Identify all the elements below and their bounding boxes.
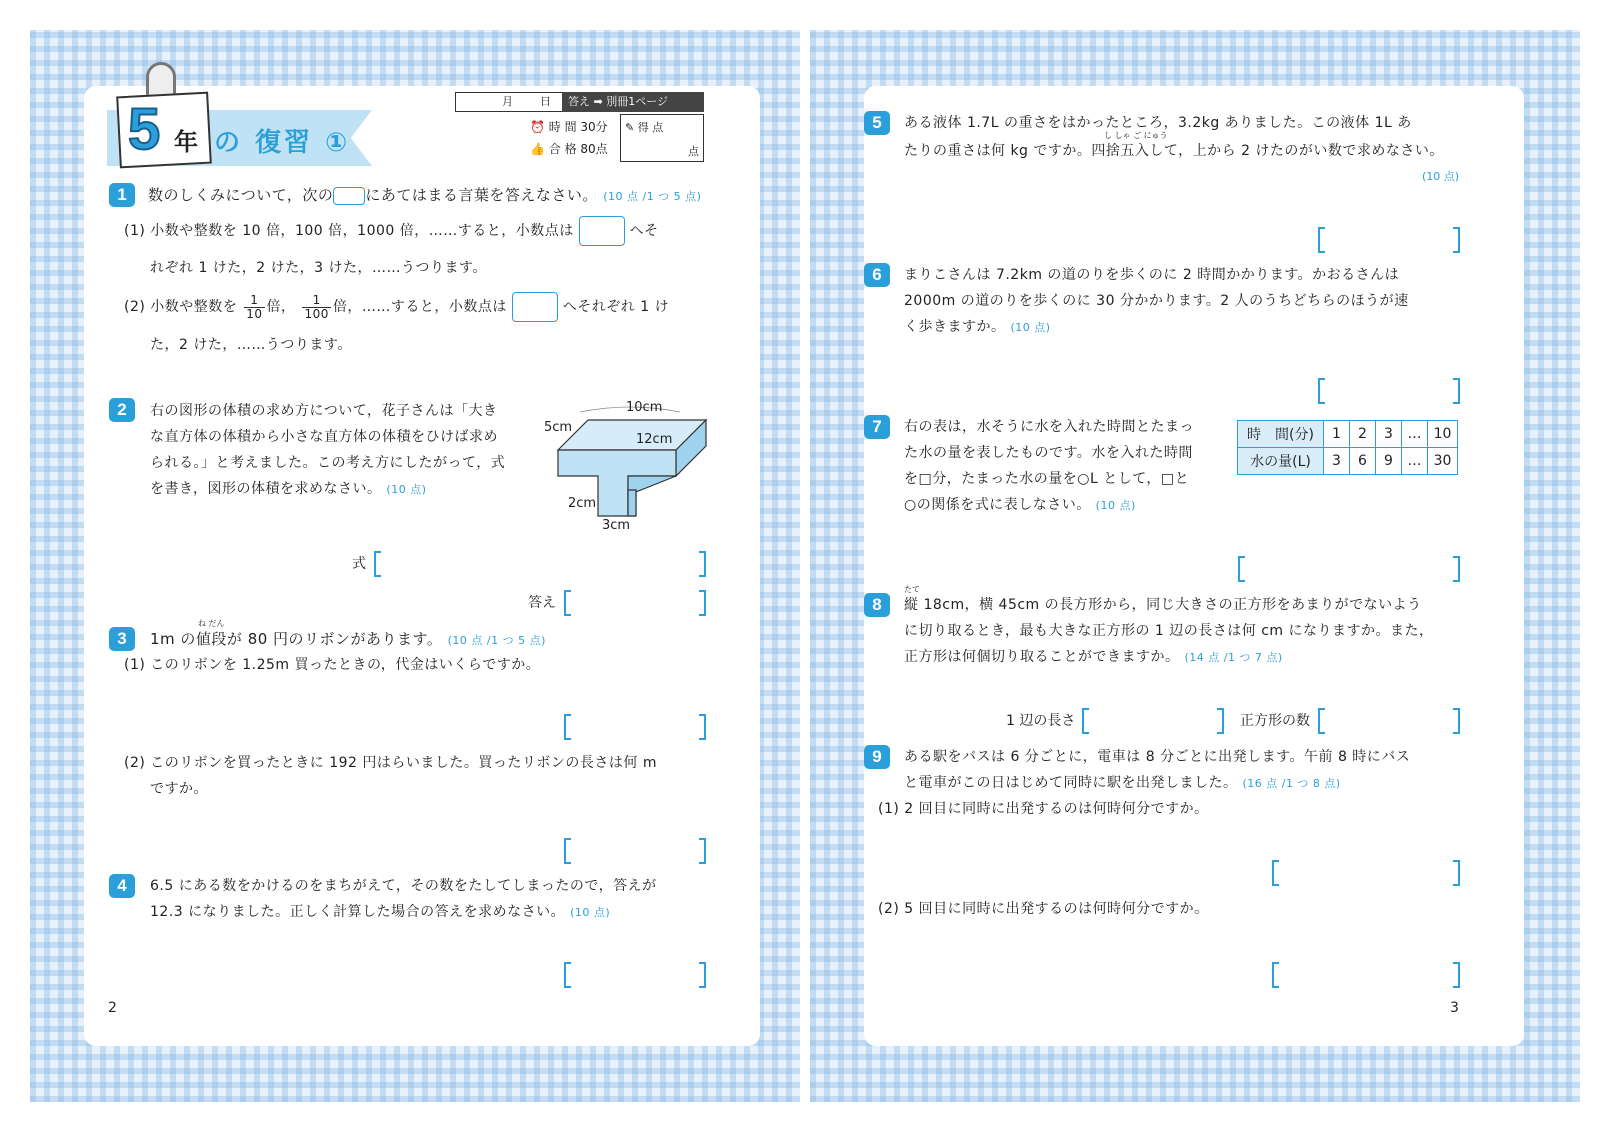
q4-line2: 12.3 になりました。正しく計算した場合の答えを求めなさい。 (10 点) [150,904,611,920]
q3-part2-answer[interactable] [564,838,706,864]
question-number-1: 1 [109,183,135,207]
question-number-8: 8 [864,593,890,617]
q1-points: (10 点 /1 つ 5 点) [603,190,702,203]
q6-line2: 2000m の道のりを歩くのに 30 分かかります。2 人のうちどちらのほうが速 [904,293,1409,309]
day-label: 日 [540,95,551,108]
q5-answer[interactable] [1318,227,1460,253]
q3-points: (10 点 /1 つ 5 点) [447,634,546,647]
table-row [1238,421,1458,448]
q8-ruby: たて [904,585,920,594]
q5-line1: ある液体 1.7L の重さをはかったところ，3.2kg ありました。この液体 1L あ [904,115,1412,131]
score-label: ✎ 得 点 [625,121,664,134]
fraction-1-100: $\frac{1}{100}$ [304,292,329,321]
grade-kanji: 年 [174,128,198,156]
q5-points: (10 点) [1422,170,1460,183]
question-number-3: 3 [109,627,135,651]
q9-line1: ある駅をバスは 6 分ごとに，電車は 8 分ごとに出発します。午前 8 時にバス [904,749,1411,765]
q1-part2-line1: (2) 小数や整数を $\frac{1}{10}$ 倍， $\frac{1}{100}$ 倍，……すると，小数点は へそれぞれ 1 け [124,292,670,321]
q2-shiki-label: 式 [352,556,366,572]
table-cell: 10 [1428,421,1458,448]
pass-label: 合 格 80点 [548,142,608,156]
table-cell: … [1402,448,1428,475]
date-box [455,92,563,112]
dim-12cm: 12cm [636,432,673,447]
q3-part2-line2: ですか。 [150,781,208,797]
q4-points: (10 点) [570,906,611,919]
q5-line2: たりの重さは何 kg ですか。四捨五入して，上から 2 けたのがい数で求めなさい。 [904,143,1444,159]
table-cell: 1 [1324,421,1350,448]
q8-count-answer[interactable] [1318,708,1460,734]
table-cell: 6 [1350,448,1376,475]
q8-line3: 正方形は何個切り取ることができますか。 (14 点 /1 つ 7 点) [904,649,1283,665]
grade-number: 5 [128,97,161,162]
q7-line2: た水の量を表したものです。水を入れた時間 [904,445,1193,461]
pencil-icon: ✎ [625,121,635,134]
q9-points: (16 点 /1 つ 8 点) [1242,777,1341,790]
q2-points: (10 点) [386,483,427,496]
score-box[interactable] [620,114,704,162]
q6-line1: まりこさんは 7.2km の道のりを歩くのに 2 時間かかります。かおるさんは [904,267,1400,283]
table-cell: 水の量(L) [1238,448,1324,475]
dim-10cm: 10cm [626,400,663,415]
q8-line2: に切り取るとき，最も大きな正方形の 1 辺の長さは何 cm になりますか。また， [904,623,1434,639]
q7-points: (10 点) [1095,499,1136,512]
l-shape-prism-figure [540,398,712,538]
table-cell: 時 間(分) [1238,421,1324,448]
table-cell: 3 [1324,448,1350,475]
q8-count-label: 正方形の数 [1240,713,1310,729]
q9-part1-answer[interactable] [1272,860,1460,886]
q8-points: (14 点 /1 つ 7 点) [1184,651,1283,664]
question-number-7: 7 [864,415,890,439]
q1-part1-line1: (1) 小数や整数を 10 倍，100 倍，1000 倍，……すると，小数点は へそ [124,216,659,246]
q2-answer[interactable] [564,590,706,616]
q1-lead-blank [333,187,365,205]
q2-line1: 右の図形の体積の求め方について，花子さんは「大き [150,403,498,419]
dim-2cm: 2cm [568,496,597,511]
q8-line1: 縦 18cm，横 45cm の長方形から，同じ大きさの正方形をあまりがでないよう [904,597,1422,613]
table-cell: 3 [1376,421,1402,448]
q1-lead: 数のしくみについて，次の にあてはまる言葉を答えなさい。 (10 点 /1 つ 5 点) [148,186,702,204]
q3-part2-line1: (2) このリボンを買ったときに 192 円はらいました。買ったリボンの長さは何 m [124,755,657,771]
q9-part1: (1) 2 回目に同時に出発するのは何時何分ですか。 [878,801,1209,817]
q7-line3: を□分，たまった水の量を○L として，□と [904,471,1190,487]
score-unit: 点 [688,145,699,158]
q2-formula-answer[interactable] [374,551,706,577]
table-cell: 2 [1350,421,1376,448]
dim-5cm: 5cm [544,420,573,435]
q9-line2: と電車がこの日はじめて同時に駅を出発しました。 (16 点 /1 つ 8 点) [904,775,1341,791]
q7-line1: 右の表は，水そうに水を入れた時間とたまっ [904,419,1194,435]
q3-part1: (1) このリボンを 1.25m 買ったときの，代金はいくらですか。 [124,657,541,673]
table-cell: 30 [1428,448,1458,475]
page-number-left: 2 [108,1000,117,1016]
time-label: 時 間 30分 [548,120,608,134]
question-number-2: 2 [109,398,135,422]
pass-score [530,138,616,160]
table-cell: 9 [1376,448,1402,475]
time-limit [530,116,616,138]
q2-line3: られる。」と考えました。この考え方にしたがって，式 [150,455,506,471]
q4-line1: 6.5 にある数をかけるのをまちがえて，その数をたしてしまったので，答えが [150,878,657,894]
q3-lead: 1m の値段が 80 円のリボンがあります。 (10 点 /1 つ 5 点) [150,630,546,648]
q7-line4: ○の関係を式に表しなさい。 (10 点) [904,497,1136,513]
q1-part1-line2: れぞれ 1 けた，2 けた，3 けた，……うつります。 [150,260,487,276]
q8-side-answer[interactable] [1082,708,1224,734]
q6-points: (10 点) [1010,321,1051,334]
page-title: の 復習 ① [214,128,351,158]
q6-answer[interactable] [1318,378,1460,404]
q2-line2: な直方体の体積から小さな直方体の体積をひけば求め [150,429,498,445]
q8-side-label: 1 辺の長さ [1006,713,1076,729]
question-number-5: 5 [864,111,890,135]
q3-part1-answer[interactable] [564,714,706,740]
thumbs-up-icon: 👍 [530,142,545,156]
question-number-4: 4 [109,874,135,898]
q7-answer[interactable] [1238,556,1460,582]
q2-line4: を書き，図形の体積を求めなさい。 (10 点) [150,481,427,497]
question-number-9: 9 [864,745,890,769]
q9-part2-answer[interactable] [1272,962,1460,988]
month-label: 月 [502,95,513,108]
q2-kotae-label: 答え [528,595,556,611]
q1-part2-line2: た，2 けた，……うつります。 [150,337,352,353]
question-number-6: 6 [864,263,890,287]
time-pass-box [530,116,616,162]
q7-data-table [1237,420,1458,475]
q1-part1-answer-box[interactable] [579,216,625,246]
page-number-right: 3 [1450,1000,1459,1016]
answer-reference: 答え ➡ 別冊1ページ [562,92,704,112]
fraction-1-10: $\frac{1}{10}$ [246,292,263,321]
q4-answer[interactable] [564,962,706,988]
clock-icon: ⏰ [530,120,545,134]
q3-ruby: ね だん [198,619,225,628]
dim-3cm: 3cm [602,518,631,533]
q1-part2-answer-box[interactable] [512,292,558,322]
q9-part2: (2) 5 回目に同時に出発するのは何時何分ですか。 [878,901,1209,917]
q6-line3: く歩きますか。 (10 点) [904,319,1051,335]
q5-ruby: し しゃ ご にゅう [1104,131,1168,140]
table-cell: … [1402,421,1428,448]
table-row [1238,448,1458,475]
